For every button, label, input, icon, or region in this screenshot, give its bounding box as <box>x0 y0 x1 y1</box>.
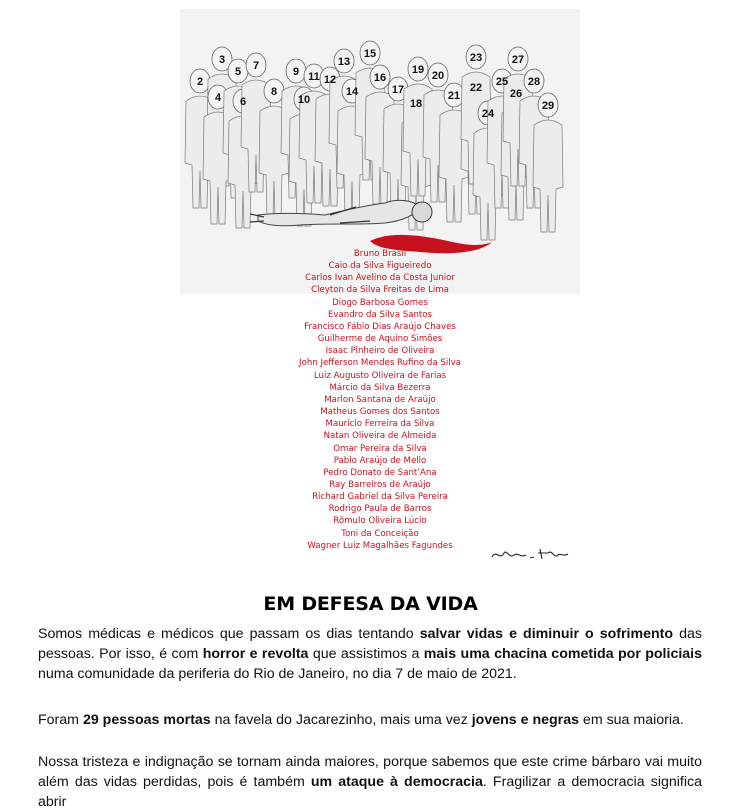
text-run: numa comunidade da periferia do Rio de Janeiro, no dia 7 de maio de 2021. <box>38 666 517 682</box>
victim-number: 7 <box>252 60 260 72</box>
victim-number: 20 <box>431 70 445 82</box>
text-run: Somos médicas e médicos que passam os dias tentando <box>38 626 420 642</box>
head-shape <box>412 202 432 222</box>
victim-name: Omar Pereira da Silva <box>333 443 427 454</box>
victim-number: 2 <box>196 76 204 88</box>
victim-name: Natan Oliveira de Almeida <box>323 431 437 442</box>
text-run: que assistimos a <box>308 646 424 662</box>
victim-number: 17 <box>391 84 405 96</box>
victim-number: 6 <box>239 96 247 108</box>
victim-number: 21 <box>447 90 461 102</box>
text-run: Foram <box>38 712 83 728</box>
victim-number: 5 <box>234 66 242 78</box>
victim-name: Francisco Fábio Dias Araújo Chaves <box>304 321 456 332</box>
victim-number: 23 <box>469 52 483 64</box>
body-shape <box>258 200 420 225</box>
victim-number: 10 <box>297 94 311 106</box>
victim-number: 22 <box>469 82 483 94</box>
text-run: em sua maioria. <box>578 712 684 728</box>
victim-number: 25 <box>495 76 509 88</box>
bold-phrase: mais uma chacina cometida por policiais <box>423 646 702 662</box>
victim-name-list <box>280 248 480 552</box>
victim-number: 24 <box>481 108 495 120</box>
victim-number: 8 <box>270 86 278 98</box>
paragraph-democracy <box>38 752 702 812</box>
victim-name: Pedro Donato de Sant’Ana <box>323 467 437 478</box>
victim-name: Richard Gabriel da Silva Pereira <box>312 492 448 503</box>
victim-name: Ray Barreiros de Araújo <box>329 479 431 490</box>
text-run: Nossa tristeza e indignação se tornam ainda maiores, porque sabemos que este crime bárbaro vai muito além das vidas perdidas, pois é também <box>38 754 702 790</box>
victim-name: Marlon Santana de Araújo <box>324 394 436 405</box>
text-run: das pessoas. Por isso, é com <box>38 626 702 662</box>
bold-phrase: 29 pessoas mortas <box>82 712 211 728</box>
victim-number: 18 <box>409 98 423 110</box>
victim-name: Pablo Araújo de Mello <box>333 455 427 466</box>
victim-name: Evandro da Silva Santos <box>327 309 433 320</box>
artist-signature <box>490 543 570 565</box>
bold-phrase: salvar vidas e diminuir o sofrimento <box>419 626 674 642</box>
paragraph-intro <box>38 624 702 684</box>
victim-number: 29 <box>541 100 555 112</box>
victim-number: 3 <box>218 54 226 66</box>
victim-name: Guilherme de Aquino Simões <box>317 334 443 345</box>
victim-name: Rômulo Oliveira Lúcio <box>333 516 427 527</box>
bold-phrase: jovens e negras <box>471 712 579 728</box>
victim-number: 27 <box>511 54 525 66</box>
victim-name: Isaac Pinheiro de Oliveira <box>325 346 435 357</box>
victim-name: Matheus Gomes dos Santos <box>320 407 440 418</box>
victim-name: Cleyton da Silva Freitas de Lima <box>311 285 449 296</box>
victim-number: 19 <box>411 64 425 76</box>
victim-name: Wagner Luiz Magalhães Fagundes <box>307 540 453 551</box>
text-run: na favela do Jacarezinho, mais uma vez <box>210 712 472 728</box>
victim-number: 4 <box>214 92 222 104</box>
victim-name: Rodrigo Paula de Barros <box>328 504 432 515</box>
bold-phrase: horror e revolta <box>202 646 309 662</box>
victim-number: 11 <box>308 71 320 83</box>
victim-name: Diogo Barbosa Gomes <box>332 297 428 308</box>
victim-name: John Jefferson Mendes Rufino da Silva <box>299 358 461 369</box>
victim-name: Bruno Brasil <box>353 249 407 259</box>
victim-number: 16 <box>373 72 387 84</box>
victim-number: 28 <box>527 76 541 88</box>
victim-number: 14 <box>345 86 359 98</box>
victim-name: Toni da Conceição <box>341 528 419 539</box>
victim-name: Maurício Ferreira da Silva <box>325 419 435 430</box>
victim-name: Márcio da Silva Bezerra <box>329 382 431 393</box>
bold-phrase: um ataque à democracia <box>310 774 483 790</box>
victim-name: Luiz Augusto Oliveira de Farias <box>313 370 447 381</box>
victim-number: 15 <box>363 48 377 60</box>
victim-name: Carlos Ivan Avelino da Costa Junior <box>305 273 455 284</box>
text-run: . Fragilizar a democracia significa abrir <box>38 774 703 810</box>
victim-number: 26 <box>509 88 523 100</box>
victim-number: 12 <box>323 74 337 86</box>
victim-name: Caio da Silva Figueiredo <box>328 261 432 272</box>
page-title: EM DEFESA DA VIDA <box>263 593 478 615</box>
victim-number: 13 <box>337 56 351 68</box>
victim-number: 9 <box>292 66 300 78</box>
paragraph-deaths <box>38 710 702 730</box>
